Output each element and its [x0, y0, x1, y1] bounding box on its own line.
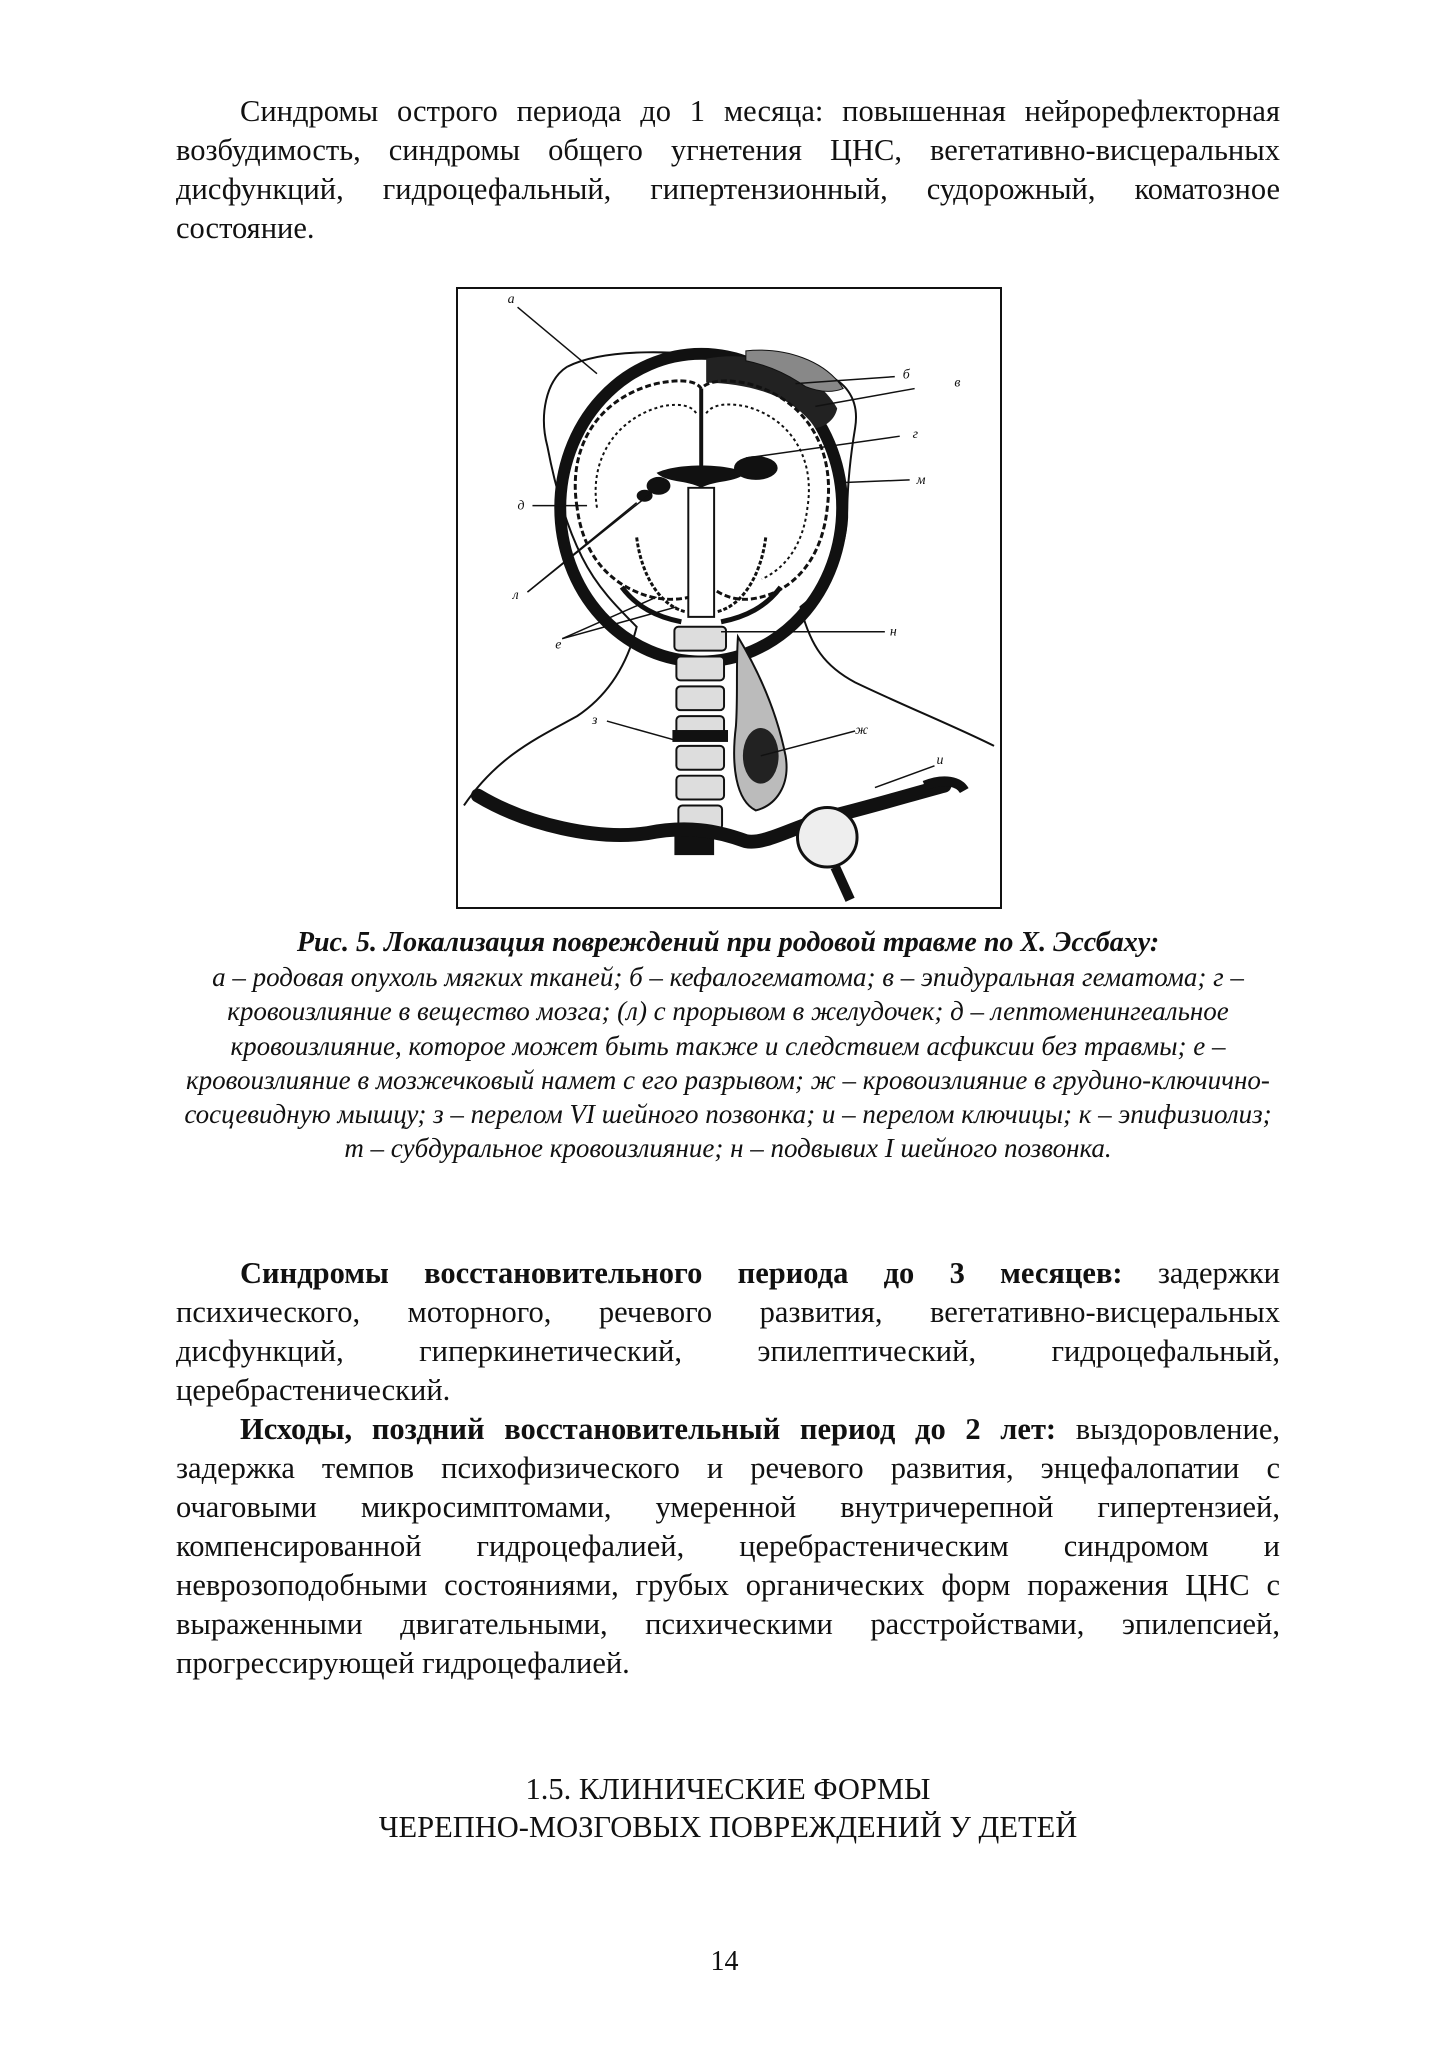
- figure-caption-body: а – родовая опухоль мягких тканей; б – кефалогематома; в – эпидуральная гематома; г – кровоизлияние в вещество мозга; (л) с прорывом в желудочек; д – лептоменингеальное кровоизлияние, которое может быть также и следствием асфиксии без травмы; е – кровоизлияние в мозжечковый намет с его разрывом; ж – кровоизлияние в грудино-ключично-сосцевидную мышцу; з – перелом VI шейного позвонка; и – перелом ключицы; к – эпифизиолиз; т – субдуральное кровоизлияние; н – подвывих I шейного позвонка.: [184, 962, 1272, 1164]
- label-m: м: [916, 472, 926, 488]
- outcomes-lead: Исходы, поздний восстановительный период до 2 лет:: [240, 1412, 1057, 1446]
- recovery-text: задержки психического, моторного, речевого развития, вегетативно-висцеральных дисфункций, гиперкинетический, эпилептический, гидроцефальный, церебрастенический.: [176, 1256, 1280, 1407]
- label-a: а: [507, 292, 515, 308]
- recovery-lead: Синдромы восстановительного периода до 3 месяцев:: [240, 1256, 1123, 1290]
- label-e: е: [555, 637, 562, 653]
- label-b: б: [902, 367, 910, 383]
- figure-caption: [176, 925, 1280, 1165]
- label-i: и: [936, 752, 944, 768]
- figure-birth-trauma: [456, 287, 1002, 909]
- outcomes-text: выздоровление, задержка темпов психофизического и речевого развития, энцефалопатии с очаговыми микросимптомами, умеренной внутричерепной гипертензией, компенсированной гидроцефалией, церебрастеническим синдромом и неврозоподобными состояниями, грубых органических форм поражения ЦНС с выраженными двигательными, психическими расстройствами, эпилепсией, прогрессирующей гидроцефалией.: [176, 1412, 1280, 1680]
- label-v: в: [954, 375, 961, 391]
- label-z: з: [592, 713, 598, 729]
- figure-caption-title: Рис. 5. Локализация повреждений при родовой травме по Х. Эссбаху:: [296, 927, 1160, 958]
- label-d: д: [517, 498, 525, 514]
- section-heading-line1: 1.5. КЛИНИЧЕСКИЕ ФОРМЫ: [525, 1772, 931, 1806]
- paragraph-recovery-period: [176, 1254, 1280, 1410]
- label-l: л: [512, 587, 519, 603]
- page-number: 14: [710, 1946, 739, 1977]
- section-heading-line2: ЧЕРЕПНО-МОЗГОВЫХ ПОВРЕЖДЕНИЙ У ДЕТЕЙ: [378, 1810, 1078, 1844]
- label-zh: ж: [855, 722, 868, 738]
- label-g: г: [912, 427, 919, 443]
- label-n: н: [889, 624, 897, 640]
- paragraph-outcomes: [176, 1410, 1280, 1683]
- paragraph-acute-period: Синдромы острого периода до 1 месяца: повышенная нейрорефлекторная возбудимость, синдромы общего угнетения ЦНС, вегетативно-висцеральных дисфункций, гидроцефальный, гипертензионный, судорожный, коматозное состояние.: [176, 94, 1280, 245]
- figure-illustration: [458, 289, 1000, 907]
- section-heading: [176, 1770, 1280, 1846]
